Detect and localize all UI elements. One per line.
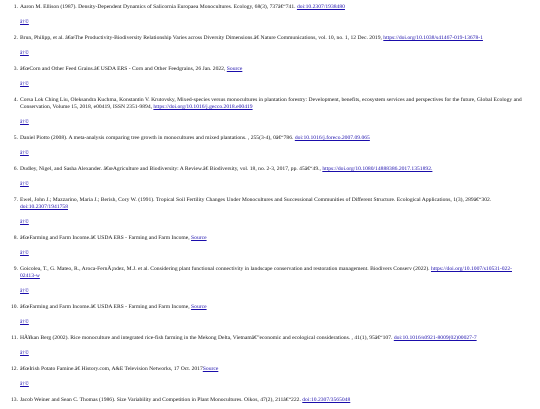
reference-text: â€œIrish Potato Famine.â€ History.com, A&E Television Networks, 17 Oct. 2017: [20, 366, 203, 372]
reference-item-2: [13, 35, 526, 42]
reference-link[interactable]: https://doi.org/10.1007/s10531-022-02413-w: [20, 266, 512, 279]
reference-text: Corsa Lok Ching Liu, Oleksandra Kuchma, Konstantin V. Krutovsky, Mixed-species versus monocultures in plantation forestry: Development, benefits, ecosystem services and perspectives for the future, Global Ecology and Conservation, Volume 15, 2018, e00419, ISSN 2351-9894,: [20, 97, 522, 110]
backref-row-8: [20, 250, 526, 257]
reference-text: Aaron M. Ellison (1987). Density-Dependent Dynamics of Salicornia Europaea Monocultures. Ecology, 68(3), 737â€“741.: [20, 4, 297, 10]
reference-number: 1.: [13, 4, 18, 10]
backref-row-12: [20, 381, 526, 388]
reference-item-1: [13, 4, 526, 11]
reference-text: Ewel, John J.; Mazzarino, Maria J.; Berish, Cory W. (1991). Tropical Soil Fertility Changes Under Monocultures and Successional Communities of Different Structure. Ecological Applications, 1(3), 289â€“302.: [20, 197, 492, 203]
reference-text: HÃ¥kan Berg (2002). Rice monoculture and integrated rice-fish farming in the Mekong Delta, Vietnamâ€”economic and ecological considerations. , 41(1), 95â€“107.: [20, 335, 394, 341]
reference-number: 11.: [11, 335, 18, 341]
reference-text-wrap: [20, 197, 526, 211]
back-to-text-link[interactable]: â†©: [20, 219, 29, 225]
back-to-text-link[interactable]: â†©: [20, 19, 29, 25]
reference-item-3: [13, 66, 526, 73]
reference-item-8: [13, 235, 526, 242]
reference-number: 4.: [13, 97, 18, 103]
reference-link[interactable]: https://doi.org/10.1038/s41467-019-13678-1: [383, 35, 483, 41]
back-to-text-link[interactable]: â†©: [20, 50, 29, 56]
reference-text-wrap: [20, 66, 526, 73]
reference-item-5: [13, 135, 526, 142]
reference-number: 5.: [13, 135, 18, 141]
backref-row-2: [20, 50, 526, 57]
reference-text: Brun, Philipp, et al. â€œThe Productivity-Biodiversity Relationship Varies across Diversity Dimensions.â€ Nature Communications, vol. 10, no. 1, 12 Dec. 2019,: [20, 35, 384, 41]
reference-item-9: [13, 266, 526, 280]
reference-link[interactable]: doi:10.2307/1938480: [296, 4, 345, 10]
reference-number: 6.: [13, 166, 18, 172]
reference-list: [0, 4, 540, 404]
back-to-text-link[interactable]: â†©: [20, 150, 29, 156]
reference-text-wrap: [20, 397, 526, 404]
backref-row-5: [20, 150, 526, 157]
back-to-text-link[interactable]: â†©: [20, 319, 29, 325]
reference-text-wrap: [20, 135, 526, 142]
reference-text-wrap: [20, 4, 526, 11]
reference-link[interactable]: doi:10.2307/1941758: [20, 204, 69, 210]
reference-item-12: [11, 366, 526, 373]
back-to-text-link[interactable]: â†©: [20, 288, 29, 294]
reference-number: 7.: [13, 197, 18, 203]
reference-text-wrap: [20, 35, 526, 42]
backref-row-11: [20, 350, 526, 357]
reference-text-wrap: [20, 235, 526, 242]
reference-text: Goicolea, T., G. Mateo, R., Aroca-FernÃ¡ndez, M.J. et al. Considering plant functional connectivity in landscape conservation and restoration management. Biodivers Conserv (2022).: [20, 266, 431, 272]
reference-text-wrap: [20, 304, 526, 311]
reference-text: Dudley, Nigel, and Sasha Alexander. â€œAgriculture and Biodiversity: A Review.â€ Biodiversity, vol. 18, no. 2-3, 2017, pp. 45â€“49.,: [20, 166, 323, 172]
reference-text: â€œFarming and Farm Income.â€ USDA ERS - Farming and Farm Income,: [20, 235, 192, 241]
reference-text-wrap: [20, 335, 526, 342]
reference-item-4: [13, 97, 526, 111]
reference-number: 12.: [11, 366, 18, 372]
reference-text-wrap: [20, 97, 526, 111]
backref-row-10: [20, 319, 526, 326]
reference-item-11: [11, 335, 526, 342]
reference-item-13: [11, 397, 526, 404]
back-to-text-link[interactable]: â†©: [20, 119, 29, 125]
reference-text-wrap: [20, 266, 526, 280]
reference-text: Daniel Piotto (2008). A meta-analysis comparing tree growth in monocultures and mixed plantations. , 255(3-4), 0â€“786.: [20, 135, 295, 141]
reference-text: â€œCorn and Other Feed Grains.â€ USDA ERS - Corn and Other Feedgrains, 26 Jan. 2022,: [20, 66, 227, 72]
reference-number: 10.: [11, 304, 18, 310]
reference-link[interactable]: Source: [202, 366, 219, 372]
reference-item-10: [11, 304, 526, 311]
reference-text-wrap: [20, 166, 526, 173]
reference-link[interactable]: Source: [191, 304, 207, 310]
reference-link[interactable]: doi:10.2307/3565048: [302, 397, 351, 403]
reference-number: 2.: [13, 35, 18, 41]
reference-number: 9.: [13, 266, 18, 272]
reference-link[interactable]: Source: [191, 235, 207, 241]
back-to-text-link[interactable]: â†©: [20, 381, 29, 387]
reference-link[interactable]: https://doi.org/10.1016/j.gecco.2018.e00419: [153, 104, 253, 110]
backref-row-4: [20, 119, 526, 126]
reference-item-6: [13, 166, 526, 173]
back-to-text-link[interactable]: â†©: [20, 81, 29, 87]
reference-number: 13.: [11, 397, 18, 403]
reference-text: Jacob Weiner and Sean C. Thomas (1986). Size Variability and Competition in Plant Monocultures. Oikos, 47(2), 211â€“222.: [20, 397, 303, 403]
reference-text: â€œFarming and Farm Income.â€ USDA ERS - Farming and Farm Income,: [20, 304, 192, 310]
back-to-text-link[interactable]: â†©: [20, 350, 29, 356]
reference-link[interactable]: https://doi.org/10.1080/14888386.2017.1351892.: [322, 166, 433, 172]
back-to-text-link[interactable]: â†©: [20, 181, 29, 187]
backref-row-3: [20, 81, 526, 88]
reference-text-wrap: [20, 366, 526, 373]
reference-item-7: [13, 197, 526, 211]
reference-number: 8.: [13, 235, 18, 241]
reference-number: 3.: [13, 66, 18, 72]
reference-link[interactable]: doi:10.1016/s0921-8009(02)00027-7: [393, 335, 477, 341]
backref-row-6: [20, 181, 526, 188]
backref-row-1: [20, 19, 526, 26]
reference-link[interactable]: Source: [226, 66, 243, 72]
reference-link[interactable]: doi:10.1016/j.foreco.2007.09.065: [294, 135, 370, 141]
backref-row-7: [20, 219, 526, 226]
back-to-text-link[interactable]: â†©: [20, 250, 29, 256]
backref-row-9: [20, 288, 526, 295]
